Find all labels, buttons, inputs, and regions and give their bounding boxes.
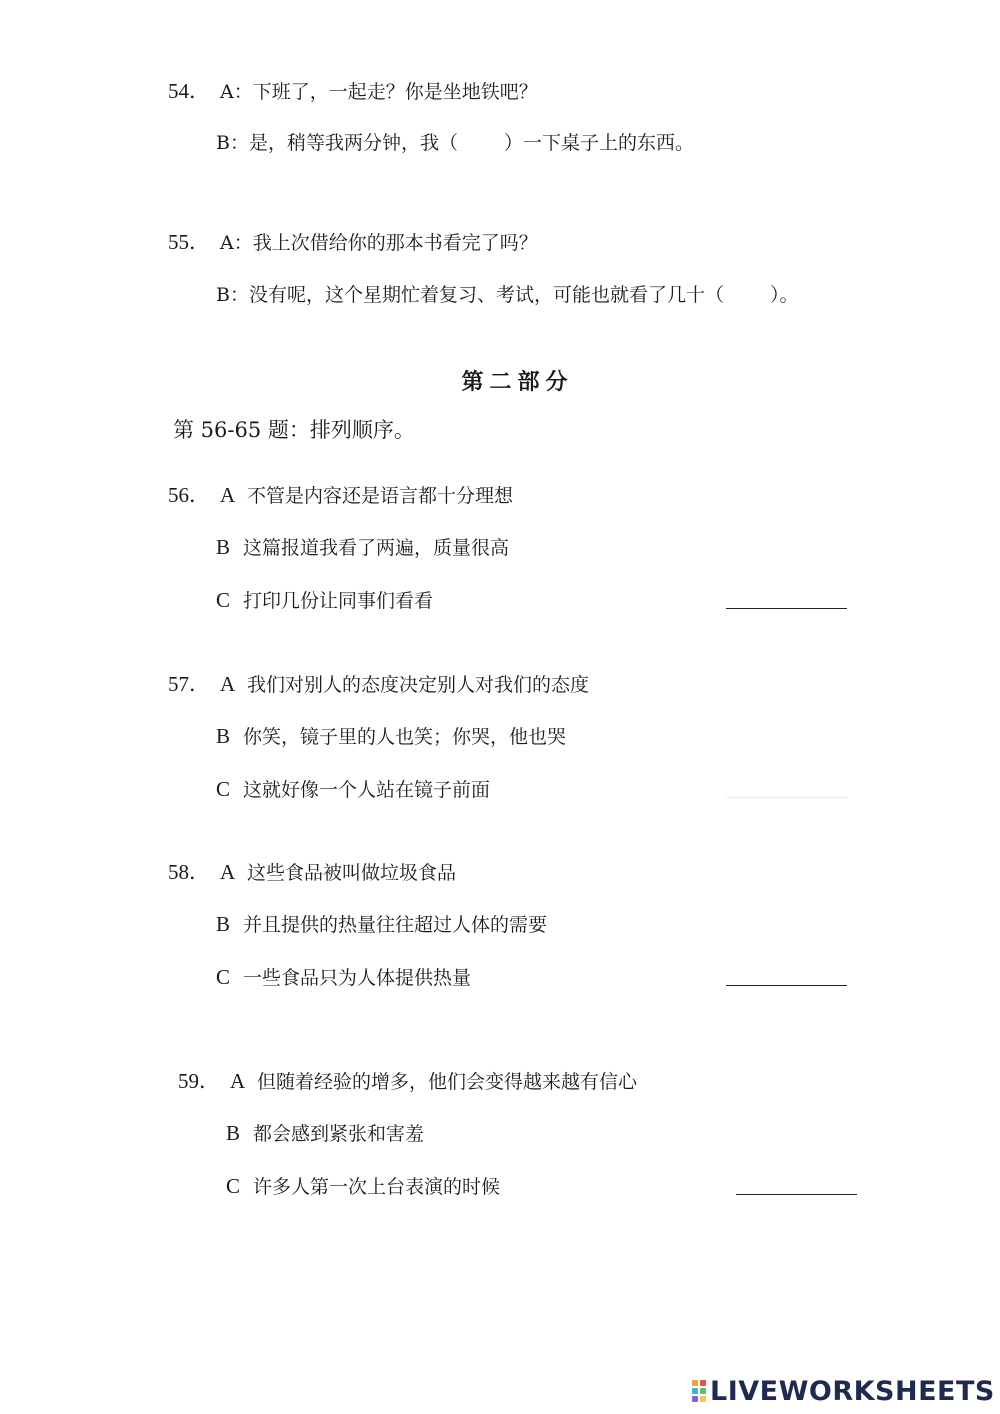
answer-field-57[interactable] bbox=[726, 797, 847, 798]
option-letter: C bbox=[226, 1174, 241, 1198]
option-letter: A bbox=[220, 483, 236, 507]
question-number: 56． bbox=[168, 483, 210, 507]
option-letter: A bbox=[230, 1069, 246, 1093]
dialogue-text: ）。 bbox=[769, 284, 799, 306]
option-letter: A bbox=[220, 672, 236, 696]
option-text: 这篇报道我看了两遍，质量很高 bbox=[243, 537, 510, 559]
answer-field-58[interactable] bbox=[726, 985, 847, 986]
q57-option-c bbox=[216, 777, 490, 802]
dialogue-text: 下班了，一起走？你是坐地铁吧？ bbox=[252, 81, 538, 103]
liveworksheets-logo bbox=[692, 1374, 995, 1408]
q57-option-b bbox=[216, 724, 566, 749]
dialogue-text: 没有呢，这个星期忙着复习、考试，可能也就看了几十（ bbox=[248, 284, 724, 306]
option-text: 许多人第一次上台表演的时候 bbox=[253, 1176, 501, 1198]
q56-option-b bbox=[216, 535, 509, 560]
option-letter: C bbox=[216, 965, 231, 989]
option-text: 打印几份让同事们看看 bbox=[243, 590, 434, 612]
logo-square bbox=[692, 1380, 698, 1386]
q58-option-c bbox=[216, 965, 471, 990]
q58-option-a bbox=[168, 860, 456, 885]
q54-line-a bbox=[168, 79, 538, 104]
logo-square bbox=[700, 1388, 706, 1394]
section-title: 第二部分 bbox=[461, 369, 574, 395]
speaker-label: B： bbox=[216, 284, 249, 306]
option-text: 但随着经验的增多，他们会变得越来越有信心 bbox=[257, 1071, 638, 1093]
q59-option-c bbox=[226, 1174, 500, 1199]
option-text: 你笑，镜子里的人也笑；你哭，他也哭 bbox=[243, 726, 567, 748]
dialogue-text: ）一下桌子上的东西。 bbox=[503, 132, 694, 154]
option-text: 我们对别人的态度决定别人对我们的态度 bbox=[247, 674, 590, 696]
q54-line-b bbox=[216, 131, 694, 155]
option-letter: B bbox=[216, 724, 231, 748]
dialogue-text: 我上次借给你的那本书看完了吗？ bbox=[252, 232, 538, 254]
option-letter: B bbox=[216, 912, 231, 936]
option-letter: C bbox=[216, 588, 231, 612]
q59-option-a bbox=[178, 1069, 637, 1094]
logo-square bbox=[692, 1388, 698, 1394]
q56-option-c bbox=[216, 588, 433, 613]
logo-square bbox=[700, 1380, 706, 1386]
q55-line-b bbox=[216, 283, 799, 307]
speaker-label: A： bbox=[220, 81, 253, 103]
option-text: 这就好像一个人站在镜子前面 bbox=[243, 779, 491, 801]
question-number: 57． bbox=[168, 672, 210, 696]
option-text: 都会感到紧张和害羞 bbox=[253, 1123, 425, 1145]
q57-option-a bbox=[168, 672, 589, 697]
option-letter: B bbox=[226, 1121, 241, 1145]
option-text: 这些食品被叫做垃圾食品 bbox=[247, 862, 457, 884]
logo-square bbox=[692, 1396, 698, 1402]
option-letter: B bbox=[216, 535, 231, 559]
instruction: 第 56-65 题：排列顺序。 bbox=[173, 418, 415, 442]
option-text: 一些食品只为人体提供热量 bbox=[243, 967, 472, 989]
q55-line-a bbox=[168, 230, 538, 255]
logo-mark-icon bbox=[692, 1380, 706, 1402]
q56-option-a bbox=[168, 483, 513, 508]
logo-square bbox=[700, 1396, 706, 1402]
question-number: 59． bbox=[178, 1069, 220, 1093]
option-letter: C bbox=[216, 777, 231, 801]
answer-field-56[interactable] bbox=[726, 608, 847, 609]
option-text: 不管是内容还是语言都十分理想 bbox=[247, 485, 514, 507]
answer-field-59[interactable] bbox=[736, 1194, 857, 1195]
option-text: 并且提供的热量往往超过人体的需要 bbox=[243, 914, 548, 936]
option-letter: A bbox=[220, 860, 236, 884]
speaker-label: A： bbox=[220, 232, 253, 254]
q59-option-b bbox=[226, 1121, 424, 1146]
question-number: 58． bbox=[168, 860, 210, 884]
dialogue-text: 是，稍等我两分钟，我（ bbox=[248, 132, 458, 154]
question-number: 55． bbox=[168, 230, 210, 254]
logo-text: LIVEWORKSHEETS bbox=[710, 1375, 995, 1407]
q58-option-b bbox=[216, 912, 547, 937]
question-number: 54． bbox=[168, 79, 210, 103]
speaker-label: B： bbox=[216, 132, 249, 154]
